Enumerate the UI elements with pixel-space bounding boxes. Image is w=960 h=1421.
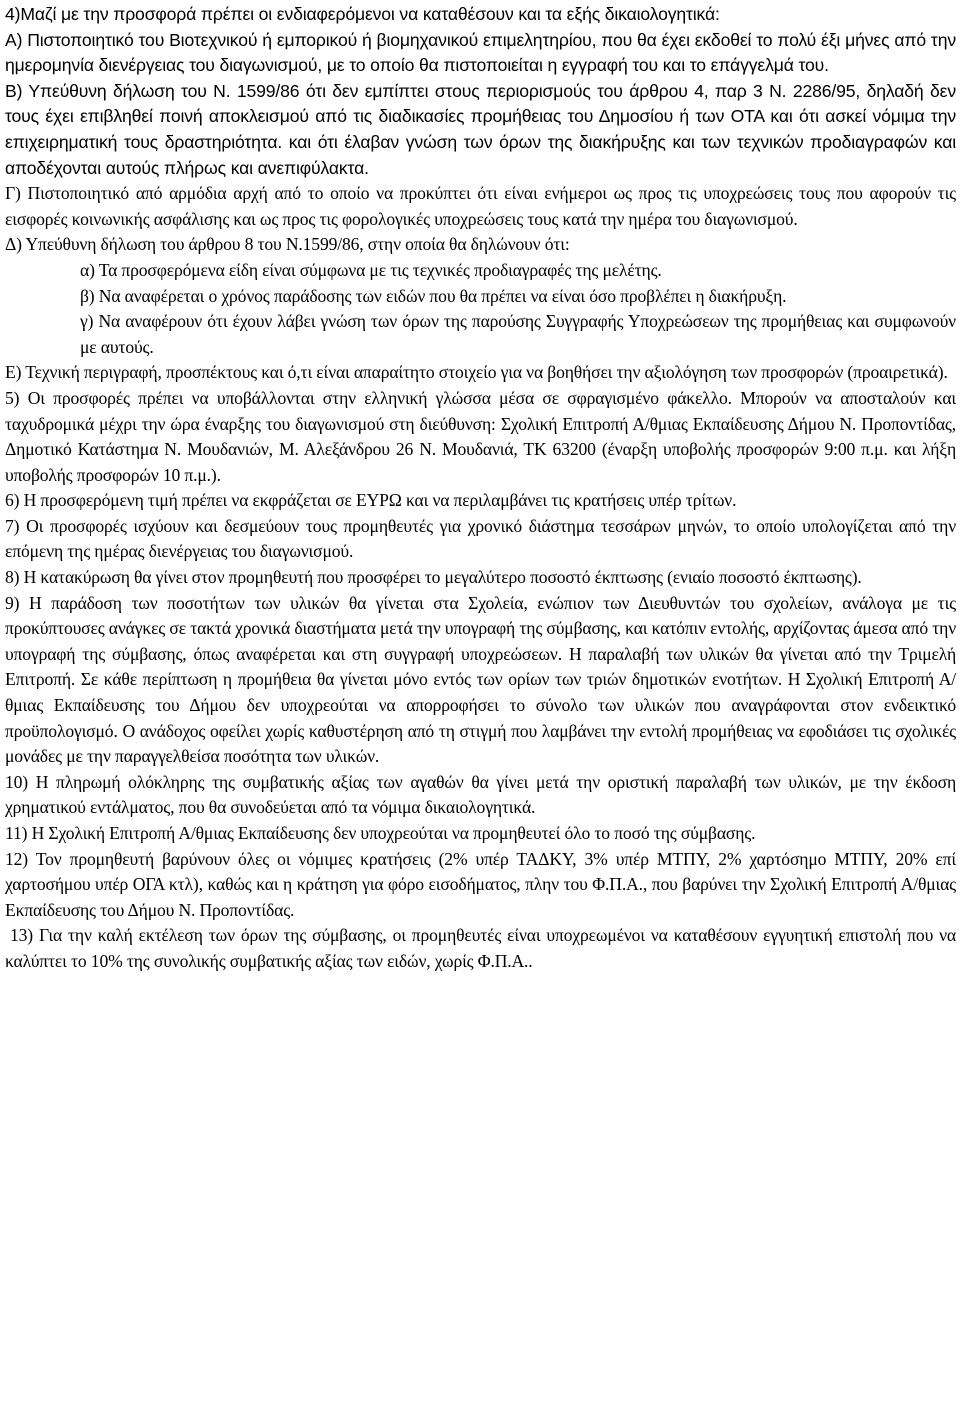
paragraph-b-solemn-declaration: Β) Υπεύθυνη δήλωση του Ν. 1599/86 ότι δεν εμπίπτει στους περιορισμούς του άρθρου 4, παρ 3 Ν. 2286/95, δηλαδή δεν τους έχει επιβληθεί ποινή αποκλεισμού από τις διαδικασίες προμήθειας του Δημοσίου ή των ΟΤΑ και ότι ασκεί νόμιμα την επιχειρηματική τους δραστηριότητα. και ότι έλαβαν γνώση των όρων της διακήρυξης και των τεχνικών προδιαγραφών και αποδέχονται αυτούς πλήρως και ανεπιφύλακτα. (5, 80, 956, 178)
list-item-d-gamma: γ) Να αναφέρουν ότι έχουν λάβει γνώση των όρων της παρούσης Συγγραφής Υποχρεώσεων της προμήθειας και συμφωνούν με αυτούς. (80, 311, 956, 357)
paragraph-d-declaration-article-8: Δ) Υπεύθυνη δήλωση του άρθρου 8 του Ν.1599/86, στην οποία θα δηλώνουν ότι: (5, 234, 570, 255)
document-page (5, 2, 956, 975)
paragraph-g-certificate-insurance: Γ) Πιστοποιητικό από αρμόδια αρχή από το οποίο να προκύπτει ότι είναι ενήμεροι ως προς τις υποχρεώσεις τους που αφορούν τις εισφορές κοινωνικής ασφάλισης και ως προς τις φορολογικές υποχρεώσεις τους κατά την ημέρα του διαγωνισμού. (5, 183, 956, 229)
list-item-d-beta: β) Να αναφέρεται ο χρόνος παράδοσης των ειδών που θα πρέπει να είναι όσο προβλέπει η διακήρυξη. (80, 285, 787, 306)
paragraph-5-submission: 5) Οι προσφορές πρέπει να υποβάλλονται στην ελληνική γλώσσα μέσα σε σφραγισμένο φάκελλο. Μπορούν να αποσταλούν και ταχυδρομικά μέχρι την ώρα έναρξης του διαγωνισμού στη διεύθυνση: Σχολική Επιτροπή Α/θμιας Εκπαίδευσης Δήμου Ν. Προποντίδας, Δημοτικό Κατάστημα Ν. Μουδανιών, Μ. Αλεξάνδρου 26 Ν. Μουδανιά, ΤΚ 63200 (έναρξη υποβολής προσφορών 9:00 π.μ. και λήξη υποβολής προσφορών 10 π.μ.). (5, 387, 956, 485)
list-item-d-alpha: α) Τα προσφερόμενα είδη είναι σύμφωνα με τις τεχνικές προδιαγραφές της μελέτης. (80, 259, 662, 280)
paragraph-13-guarantee: 13) Για την καλή εκτέλεση των όρων της σύμβασης, οι προμηθευτές είναι υποχρεωμένοι να καταθέσουν εγγυητική επιστολή που να καλύπτει το 10% της συνολικής συμβατικής αξίας των ειδών, χωρίς Φ.Π.Α.. (5, 925, 956, 971)
paragraph-7-validity: 7) Οι προσφορές ισχύουν και δεσμεύουν τους προμηθευτές για χρονικό διάστημα τεσσάρων μηνών, το οποίο υπολογίζεται από την επόμενη της ημέρας διενέργειας του διαγωνισμού. (5, 515, 956, 562)
paragraph-a-chamber-certificate: Α) Πιστοποιητικό του Βιοτεχνικού ή εμπορικού ή βιομηχανικού επιμελητηρίου, που θα έχει εκδοθεί το πολύ έξι μήνες από την ημερομηνία διενέργειας του διαγωνισμού, με το οποίο θα πιστοποιείται η εγγραφή του και το επάγγελμά του. (5, 29, 956, 76)
paragraph-11-committee: 11) Η Σχολική Επιτροπή Α/θμιας Εκπαίδευσης δεν υποχρεούται να προμηθευτεί όλο το ποσό της σύμβασης. (5, 823, 756, 843)
paragraph-10-payment: 10) Η πληρωμή ολόκληρης της συμβατικής αξίας των αγαθών θα γίνει μετά την οριστική παραλαβή των υλικών, με την έκδοση χρηματικού εντάλματος, που θα συνοδεύεται από τα νόμιμα δικαιολογητικά. (5, 771, 956, 818)
paragraph-12-deductions: 12) Τον προμηθευτή βαρύνουν όλες οι νόμιμες κρατήσεις (2% υπέρ ΤΑΔΚΥ, 3% υπέρ ΜΤΠΥ, 2% χαρτόσημο ΜΤΠΥ, 20% επί χαρτοσήμου υπέρ ΟΓΑ κτλ), καθώς και η κράτηση για φόρο εισοδήματος, πλην του Φ.Π.Α., που βαρύνει την Σχολική Επιτροπή Α/θμιας Εκπαίδευσης του Δήμου Ν. Προποντίδας. (5, 848, 956, 920)
paragraph-e-technical-description: Ε) Τεχνική περιγραφή, προσπέκτους και ό,τι είναι απαραίτητο στοιχείο για να βοηθήσει την αξιολόγηση των προσφορών (προαιρετικά). (5, 362, 948, 383)
paragraph-9-delivery: 9) Η παράδοση των ποσοτήτων των υλικών θα γίνεται στα Σχολεία, ενώπιον των Διευθυντών του σχολείων, ανάλογα με τις προκύπτουσες ανάγκες σε τακτά χρονικά διαστήματα μετά την υπογραφή της σύμβασης, και κατόπιν εντολής, αρχίζοντας άμεσα από την υπογραφή της σύμβασης, όπως αναφέρεται και στη συγγραφή υποχρεώσεων. Η παραλαβή των υλικών θα γίνεται από την Τριμελή Επιτροπή. Σε κάθε περίπτωση η προμήθεια θα γίνεται μόνο εντός των ορίων των τριών δημοτικών ενοτήτων. Η Σχολική Επιτροπή Α/θμιας Εκπαίδευσης του Δήμου δεν υποχρεούται να απορροφήσει το σύνολο των υλικών που αναγράφονται στον ενδεικτικό προϋπολογισμό. Ο ανάδοχος οφείλει χωρίς καθυστέρηση από τη στιγμή που λαμβάνει την εντολή προμήθειας να εφοδιάσει τις σχολικές μονάδες με την παραγγελθείσα ποσότητα των υλικών. (5, 592, 957, 767)
paragraph-4-documents-required: 4)Μαζί με την προσφορά πρέπει οι ενδιαφερόμενοι να καταθέσουν και τα εξής δικαιολογητικά: (5, 4, 720, 24)
paragraph-6-price-euro: 6) Η προσφερόμενη τιμή πρέπει να εκφράζεται σε ΕΥΡΩ και να περιλαμβάνει τις κρατήσεις υπέρ τρίτων. (5, 490, 737, 511)
paragraph-8-award: 8) Η κατακύρωση θα γίνει στον προμηθευτή που προσφέρει το μεγαλύτερο ποσοστό έκπτωσης (ενιαίο ποσοστό έκπτωσης). (5, 567, 862, 588)
